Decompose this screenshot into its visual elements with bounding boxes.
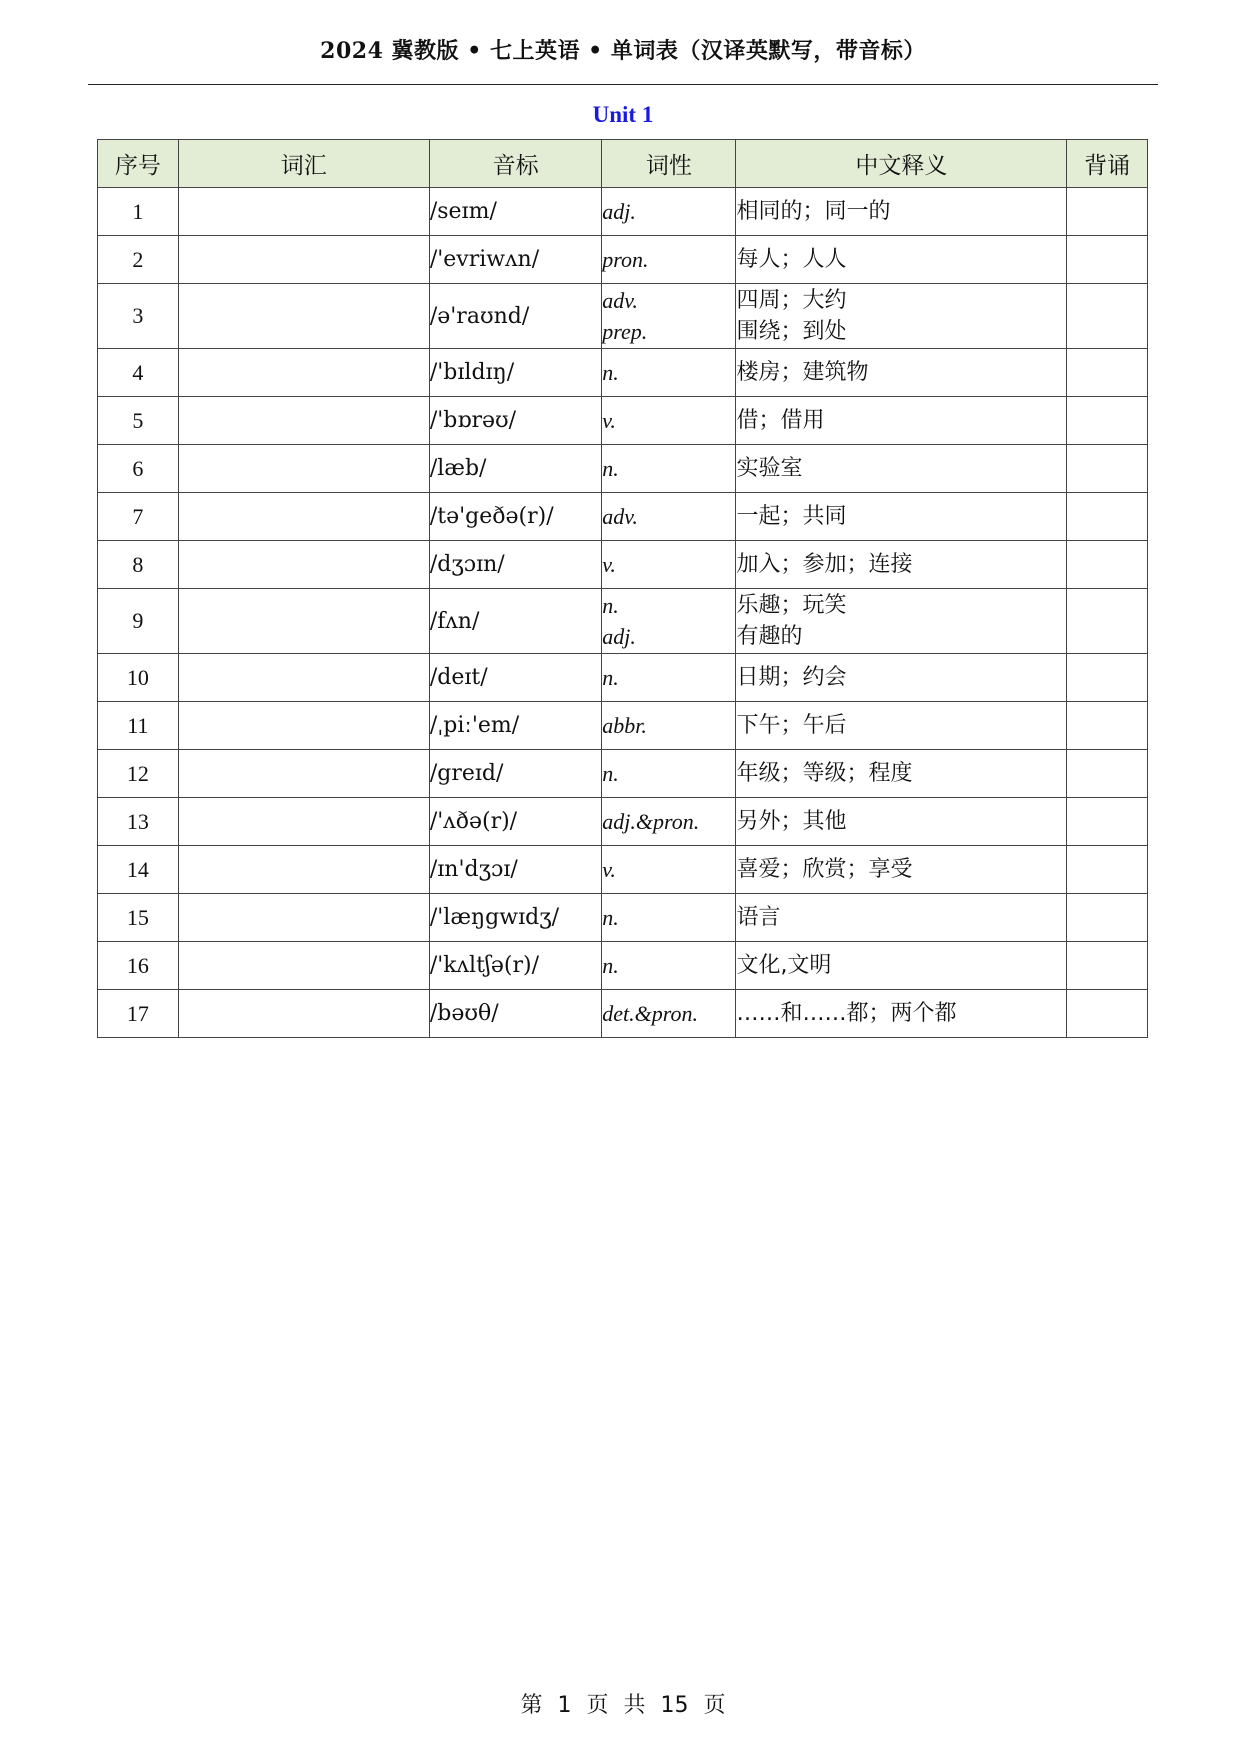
table-body — [98, 188, 1148, 1038]
part-of-speech-cell — [602, 846, 736, 894]
chinese-meaning-cell — [736, 654, 1067, 702]
chinese-meaning-cell — [736, 397, 1067, 445]
word-blank-cell[interactable] — [178, 284, 429, 349]
part-of-speech-line: v. — [602, 408, 616, 433]
recite-check-cell[interactable] — [1067, 894, 1148, 942]
vocabulary-table — [97, 139, 1148, 1038]
part-of-speech-cell — [602, 589, 736, 654]
phonetic-cell: /seɪm/ — [429, 188, 601, 236]
chinese-meaning-line: 另外；其他 — [736, 809, 847, 834]
word-blank-cell[interactable] — [178, 541, 429, 589]
chinese-meaning-cell — [736, 541, 1067, 589]
part-of-speech-line: n. — [602, 456, 619, 481]
part-of-speech-line: n. — [602, 360, 619, 385]
recite-check-cell[interactable] — [1067, 990, 1148, 1038]
part-of-speech-line: pron. — [602, 247, 649, 272]
column-header-number: 序号 — [98, 140, 179, 188]
chinese-meaning-line: 乐趣；玩笑 — [736, 593, 847, 618]
table-header-row — [98, 140, 1148, 188]
chinese-meaning-line: 围绕；到处 — [736, 319, 847, 344]
phonetic-cell: /tə'geðə(r)/ — [429, 493, 601, 541]
row-number: 9 — [98, 589, 179, 654]
row-number: 1 — [98, 188, 179, 236]
table-row — [98, 397, 1148, 445]
table-row — [98, 942, 1148, 990]
row-number: 17 — [98, 990, 179, 1038]
phonetic-cell: /fʌn/ — [429, 589, 601, 654]
table-row — [98, 846, 1148, 894]
table-row — [98, 798, 1148, 846]
part-of-speech-line: adj. — [602, 199, 636, 224]
table-row — [98, 750, 1148, 798]
table-row — [98, 284, 1148, 349]
phonetic-cell: /'læŋgwɪdʒ/ — [429, 894, 601, 942]
word-blank-cell[interactable] — [178, 750, 429, 798]
word-blank-cell[interactable] — [178, 397, 429, 445]
word-blank-cell[interactable] — [178, 990, 429, 1038]
part-of-speech-line: det.&pron. — [602, 1001, 699, 1026]
part-of-speech-line: n. — [602, 905, 619, 930]
phonetic-cell: /ə'raʊnd/ — [429, 284, 601, 349]
chinese-meaning-line: 日期；约会 — [736, 665, 847, 690]
chinese-meaning-cell — [736, 846, 1067, 894]
row-number: 13 — [98, 798, 179, 846]
word-blank-cell[interactable] — [178, 589, 429, 654]
part-of-speech-line: prep. — [602, 319, 648, 344]
part-of-speech-cell — [602, 445, 736, 493]
phonetic-cell: /ɪn'dʒɔɪ/ — [429, 846, 601, 894]
part-of-speech-cell — [602, 397, 736, 445]
phonetic-cell: /ˌpiː'em/ — [429, 702, 601, 750]
part-of-speech-cell — [602, 942, 736, 990]
phonetic-cell: /'ʌðə(r)/ — [429, 798, 601, 846]
table-row — [98, 349, 1148, 397]
chinese-meaning-line: 下午；午后 — [736, 713, 847, 738]
recite-check-cell[interactable] — [1067, 445, 1148, 493]
chinese-meaning-line: 相同的；同一的 — [736, 199, 891, 224]
chinese-meaning-line: 楼房；建筑物 — [736, 360, 869, 385]
page-footer: 第 1 页 共 15 页 — [520, 1693, 726, 1718]
table-row — [98, 445, 1148, 493]
chinese-meaning-cell — [736, 798, 1067, 846]
table-row — [98, 990, 1148, 1038]
part-of-speech-cell — [602, 541, 736, 589]
word-blank-cell[interactable] — [178, 349, 429, 397]
table-row — [98, 654, 1148, 702]
part-of-speech-cell — [602, 894, 736, 942]
row-number: 6 — [98, 445, 179, 493]
part-of-speech-line: adv. — [602, 504, 638, 529]
recite-check-cell[interactable] — [1067, 284, 1148, 349]
chinese-meaning-cell — [736, 942, 1067, 990]
part-of-speech-cell — [602, 236, 736, 284]
row-number: 14 — [98, 846, 179, 894]
recite-check-cell[interactable] — [1067, 702, 1148, 750]
word-blank-cell[interactable] — [178, 798, 429, 846]
row-number: 10 — [98, 654, 179, 702]
table-row — [98, 702, 1148, 750]
chinese-meaning-line: 有趣的 — [736, 624, 803, 649]
chinese-meaning-cell — [736, 894, 1067, 942]
recite-check-cell[interactable] — [1067, 493, 1148, 541]
recite-check-cell[interactable] — [1067, 942, 1148, 990]
word-blank-cell[interactable] — [178, 846, 429, 894]
chinese-meaning-cell — [736, 284, 1067, 349]
row-number: 5 — [98, 397, 179, 445]
part-of-speech-cell — [602, 654, 736, 702]
phonetic-cell: /greɪd/ — [429, 750, 601, 798]
row-number: 7 — [98, 493, 179, 541]
unit-title: Unit 1 — [592, 102, 654, 127]
part-of-speech-cell — [602, 284, 736, 349]
column-header-part-of-speech: 词性 — [602, 140, 736, 188]
phonetic-cell: /'kʌltʃə(r)/ — [429, 942, 601, 990]
phonetic-cell: /dʒɔɪn/ — [429, 541, 601, 589]
part-of-speech-line: abbr. — [602, 713, 647, 738]
chinese-meaning-cell — [736, 589, 1067, 654]
table-row — [98, 894, 1148, 942]
table-row — [98, 236, 1148, 284]
column-header-phonetic: 音标 — [429, 140, 601, 188]
row-number: 2 — [98, 236, 179, 284]
recite-check-cell[interactable] — [1067, 349, 1148, 397]
chinese-meaning-line: 实验室 — [736, 456, 803, 481]
recite-check-cell[interactable] — [1067, 798, 1148, 846]
chinese-meaning-line: 年级；等级；程度 — [736, 761, 913, 786]
column-header-recite: 背诵 — [1067, 140, 1148, 188]
phonetic-cell: /bəʊθ/ — [429, 990, 601, 1038]
row-number: 4 — [98, 349, 179, 397]
chinese-meaning-line: 每人；人人 — [736, 247, 847, 272]
part-of-speech-cell — [602, 349, 736, 397]
chinese-meaning-line: 一起；共同 — [736, 504, 847, 529]
part-of-speech-cell — [602, 188, 736, 236]
phonetic-cell: /deɪt/ — [429, 654, 601, 702]
chinese-meaning-line: 加入；参加；连接 — [736, 552, 913, 577]
phonetic-cell: /'bɒrəʊ/ — [429, 397, 601, 445]
part-of-speech-line: v. — [602, 552, 616, 577]
table-row — [98, 188, 1148, 236]
row-number: 15 — [98, 894, 179, 942]
header-divider — [88, 84, 1158, 85]
part-of-speech-line: v. — [602, 857, 616, 882]
part-of-speech-line: adj. — [602, 624, 636, 649]
recite-check-cell[interactable] — [1067, 541, 1148, 589]
chinese-meaning-line: 借；借用 — [736, 408, 825, 433]
table-row — [98, 589, 1148, 654]
chinese-meaning-line: 四周；大约 — [736, 288, 847, 313]
chinese-meaning-cell — [736, 750, 1067, 798]
part-of-speech-cell — [602, 798, 736, 846]
row-number: 8 — [98, 541, 179, 589]
recite-check-cell[interactable] — [1067, 236, 1148, 284]
word-blank-cell[interactable] — [178, 654, 429, 702]
chinese-meaning-cell — [736, 990, 1067, 1038]
recite-check-cell[interactable] — [1067, 654, 1148, 702]
chinese-meaning-cell — [736, 493, 1067, 541]
part-of-speech-cell — [602, 750, 736, 798]
recite-check-cell[interactable] — [1067, 397, 1148, 445]
part-of-speech-line: n. — [602, 665, 619, 690]
word-blank-cell[interactable] — [178, 188, 429, 236]
word-blank-cell[interactable] — [178, 942, 429, 990]
chinese-meaning-cell — [736, 188, 1067, 236]
row-number: 11 — [98, 702, 179, 750]
chinese-meaning-cell — [736, 702, 1067, 750]
word-blank-cell[interactable] — [178, 493, 429, 541]
word-blank-cell[interactable] — [178, 445, 429, 493]
part-of-speech-cell — [602, 702, 736, 750]
chinese-meaning-cell — [736, 445, 1067, 493]
chinese-meaning-line: 语言 — [736, 905, 781, 930]
part-of-speech-line: adj.&pron. — [602, 809, 700, 834]
table-row — [98, 541, 1148, 589]
word-blank-cell[interactable] — [178, 894, 429, 942]
phonetic-cell: /'bɪldɪŋ/ — [429, 349, 601, 397]
phonetic-cell: /'evriwʌn/ — [429, 236, 601, 284]
part-of-speech-line: n. — [602, 761, 619, 786]
part-of-speech-line: n. — [602, 953, 619, 978]
recite-check-cell[interactable] — [1067, 846, 1148, 894]
phonetic-cell: /læb/ — [429, 445, 601, 493]
chinese-meaning-cell — [736, 349, 1067, 397]
table-row — [98, 493, 1148, 541]
word-blank-cell[interactable] — [178, 236, 429, 284]
page-header: 2024 冀教版 • 七上英语 • 单词表（汉译英默写，带音标） — [320, 38, 926, 64]
recite-check-cell[interactable] — [1067, 589, 1148, 654]
row-number: 16 — [98, 942, 179, 990]
chinese-meaning-line: 喜爱；欣赏；享受 — [736, 857, 913, 882]
chinese-meaning-cell — [736, 236, 1067, 284]
recite-check-cell[interactable] — [1067, 188, 1148, 236]
part-of-speech-cell — [602, 493, 736, 541]
part-of-speech-line: n. — [602, 593, 619, 618]
row-number: 12 — [98, 750, 179, 798]
row-number: 3 — [98, 284, 179, 349]
part-of-speech-cell — [602, 990, 736, 1038]
recite-check-cell[interactable] — [1067, 750, 1148, 798]
column-header-word: 词汇 — [178, 140, 429, 188]
chinese-meaning-line: ……和……都；两个都 — [736, 1001, 957, 1026]
word-blank-cell[interactable] — [178, 702, 429, 750]
column-header-chinese-meaning: 中文释义 — [736, 140, 1067, 188]
chinese-meaning-line: 文化,文明 — [736, 953, 832, 978]
part-of-speech-line: adv. — [602, 288, 638, 313]
